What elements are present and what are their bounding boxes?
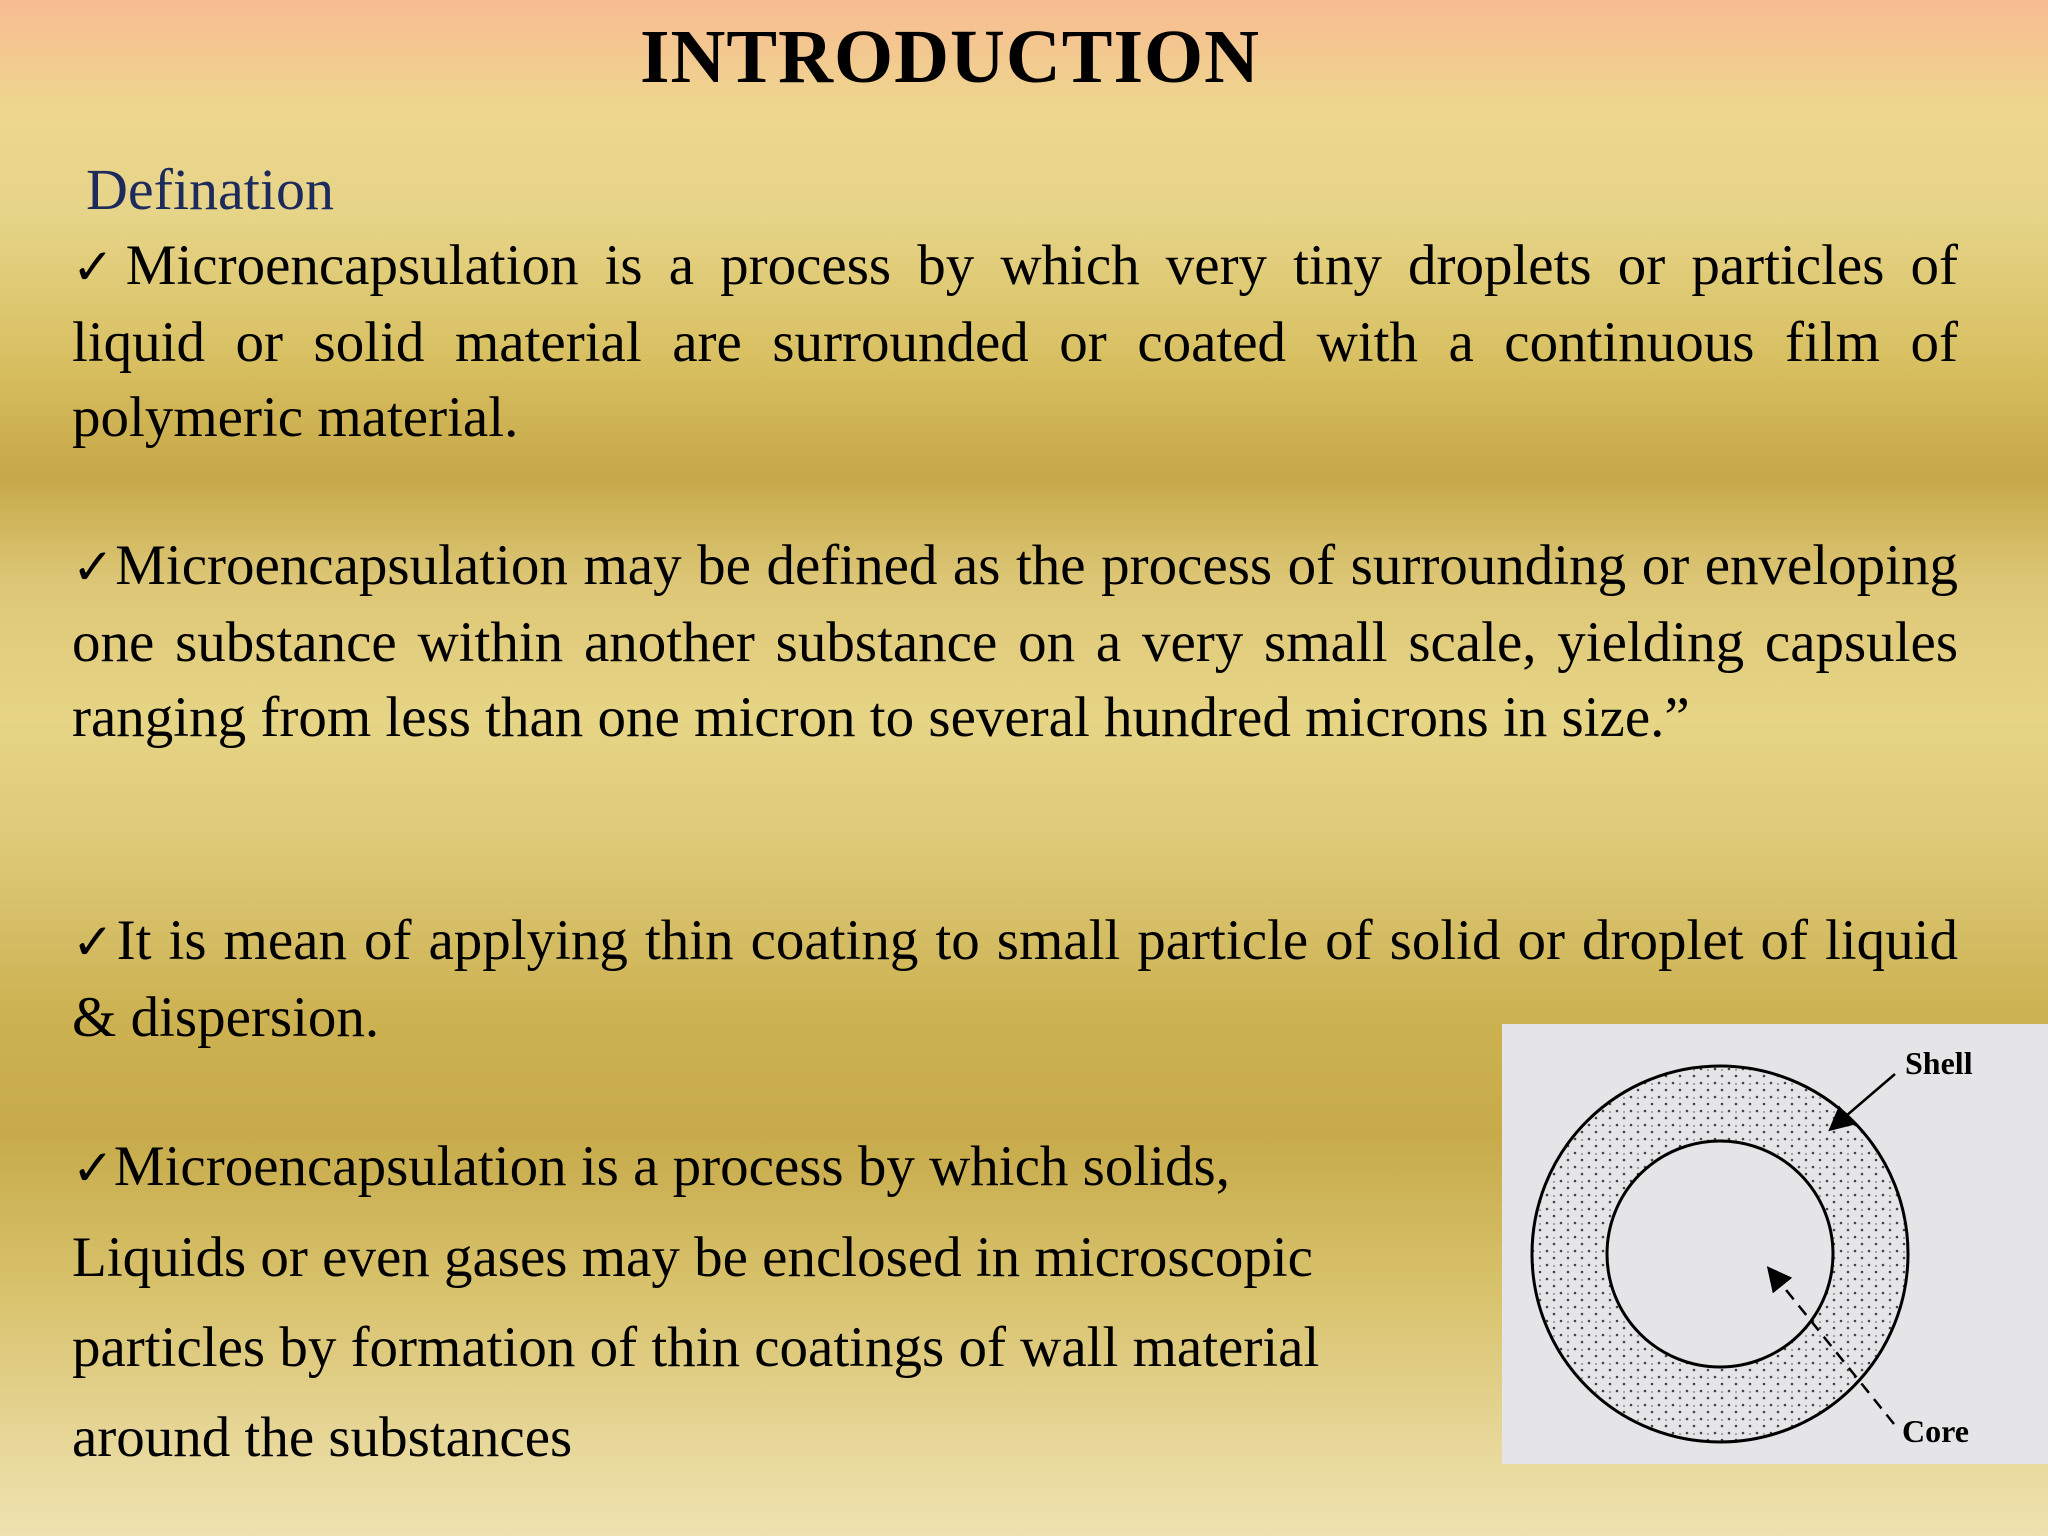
- definition-bullet-1: [72, 228, 1958, 455]
- bullet-4-line-3: particles by formation of thin coatings of wall material: [72, 1316, 1320, 1379]
- check-icon: ✓: [72, 538, 116, 596]
- definition-bullet-4: [72, 1122, 1492, 1483]
- check-icon: ✓: [72, 1139, 114, 1197]
- core-circle: [1607, 1141, 1833, 1367]
- bullet-3-text: It is mean of applying thin coating to small particle of solid or droplet of liquid & dispersion.: [72, 909, 1958, 1049]
- check-icon: ✓: [72, 238, 126, 296]
- definition-label: Defination: [86, 157, 335, 222]
- bullet-4-line-4: around the substances: [72, 1406, 573, 1469]
- slide-title: INTRODUCTION: [639, 15, 1261, 99]
- shell-label: Shell: [1905, 1045, 1973, 1081]
- shell-pointer: [1832, 1074, 1895, 1128]
- bullet-2-text: Microencapsulation may be defined as the process of surrounding or enveloping one substance within another substance on a very small scale, yielding capsules ranging from less than one micron to several hundred microns in size.”: [72, 534, 1958, 749]
- microcapsule-svg: [1502, 1024, 2048, 1464]
- bullet-4-line-1: ✓Microencapsulation is a process by which solids,: [72, 1135, 1230, 1198]
- bullet-1-text: Microencapsulation is a process by which very tiny droplets or particles of liquid or solid material are surrounded or coated with a continuous film of polymeric material.: [72, 234, 1959, 449]
- definition-bullet-2: [72, 528, 1958, 755]
- check-icon: ✓: [72, 913, 117, 971]
- microcapsule-diagram: [1502, 1024, 2048, 1464]
- bullet-4-line-2: Liquids or even gases may be enclosed in microscopic: [72, 1226, 1313, 1289]
- core-label: Core: [1902, 1413, 1969, 1449]
